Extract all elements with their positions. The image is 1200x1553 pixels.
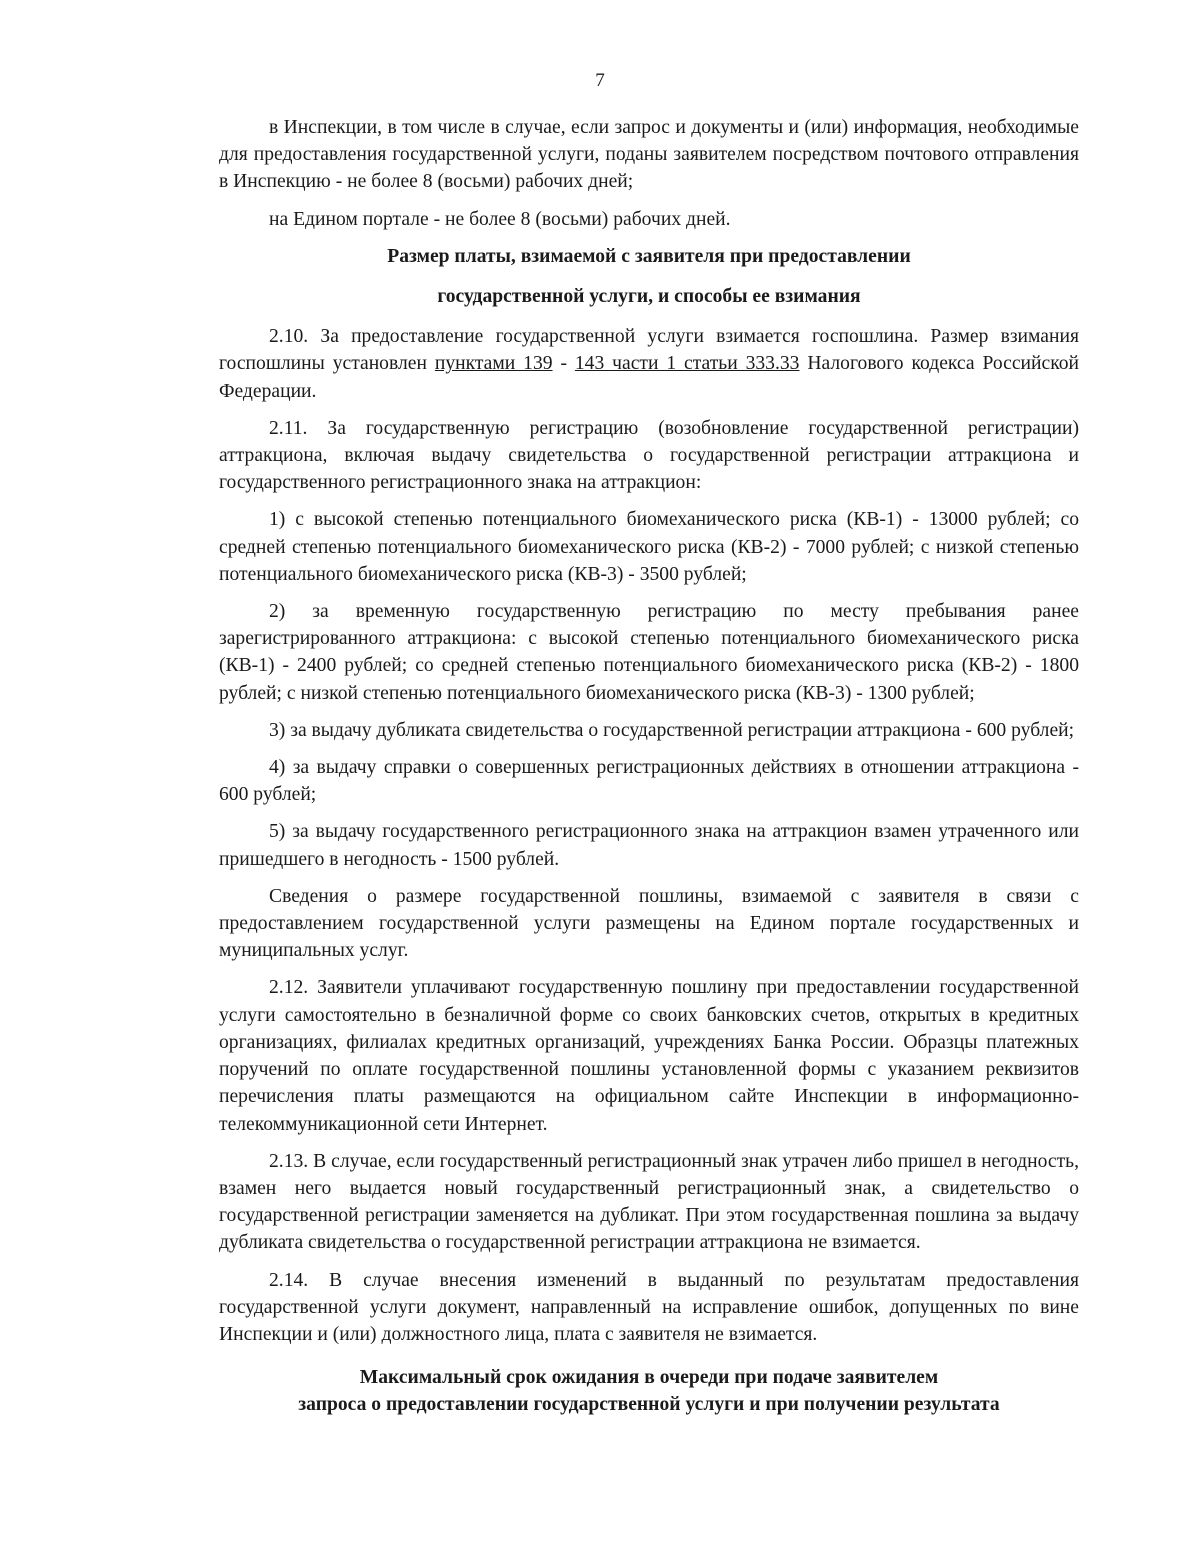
section-heading-queue-line2: запроса о предоставлении государственной услуги и при получении результата [298, 1394, 1000, 1416]
list-item-4: 4) за выдачу справки о совершенных регистрационных действиях в отношении аттракциона - 600 рублей; [219, 757, 1079, 806]
list-item-5: 5) за выдачу государственного регистрационного знака на аттракцион взамен утраченного или пришедшего в негодность - 1500 рублей. [219, 821, 1079, 870]
tax-code-link-article[interactable]: 143 части 1 статьи 333.33 [574, 353, 800, 375]
section-heading-queue-line1: Максимальный срок ожидания в очереди при подаче заявителем [359, 1367, 939, 1389]
paragraph-2-11: 2.11. За государственную регистрацию (возобновление государственной регистрации) аттракциона, включая выдачу свидетельства о государственной регистрации аттракциона и государственного регистрационного знака на аттракцион: [219, 417, 1079, 494]
paragraph-2-12: 2.12. Заявители уплачивают государственную пошлину при предоставлении государственной услуги самостоятельно в безналичной форме со своих банковских счетов, открытых в кредитных организациях, филиалах кредитных организаций, учреждениях Банка России. Образцы платежных поручений по оплате государственной пошлины установленной формы с указанием реквизитов перечисления платы размещаются на официальном сайте Инспекции в информационно-телекоммуникационной сети Интернет. [219, 977, 1079, 1135]
paragraph-2-13: 2.13. В случае, если государственный регистрационный знак утрачен либо пришел в негодность, взамен него выдается новый государственный регистрационный знак, а свидетельство о государственной регистрации заменяется на дубликат. При этом государственная пошлина за выдачу дубликата свидетельства о государственной регистрации аттракциона не взимается. [219, 1150, 1079, 1254]
paragraph-2-10 [219, 323, 1079, 405]
section-heading-fee-line1: Размер платы, взимаемой с заявителя при предоставлении [387, 245, 911, 267]
list-item-3: 3) за выдачу дубликата свидетельства о государственной регистрации аттракциона - 600 рублей; [269, 719, 1075, 741]
tax-code-link-points[interactable]: пунктами 139 [434, 353, 553, 375]
document-body [219, 114, 1079, 1419]
list-item-1: 1) с высокой степенью потенциального биомеханического риска (КВ-1) - 13000 рублей; со средней степенью потенциального биомеханического риска (КВ-2) - 7000 рублей; с низкой степенью потенциального биомеханического риска (КВ-3) - 3500 рублей; [219, 509, 1079, 585]
paragraph-2-10-text-b: - [552, 353, 575, 375]
list-item-2: 2) за временную государственную регистрацию по месту пребывания ранее зарегистрированного аттракциона: с высокой степенью потенциального биомеханического риска (КВ-1) - 2400 рублей; со средней степенью потенциального биомеханического риска (КВ-2) - 1800 рублей; с низкой степенью потенциального биомеханического риска (КВ-3) - 1300 рублей; [219, 601, 1079, 704]
paragraph-deadline-portal: на Едином портале - не более 8 (восьми) рабочих дней. [269, 208, 731, 230]
page-number: 7 [595, 70, 605, 91]
section-heading-fee-line2: государственной услуги, и способы ее взимания [437, 286, 861, 308]
paragraph-2-14: 2.14. В случае внесения изменений в выданный по результатам предоставления государственной услуги документ, направленный на исправление ошибок, допущенных по вине Инспекции и (или) должностного лица, плата с заявителя не взимается. [219, 1269, 1079, 1345]
paragraph-fee-info: Сведения о размере государственной пошлины, взимаемой с заявителя в связи с предоставлением государственной услуги размещены на Едином портале государственных и муниципальных услуг. [219, 885, 1079, 962]
paragraph-deadline-inspection: в Инспекции, в том числе в случае, если запрос и документы и (или) информация, необходимые для предоставления государственной услуги, поданы заявителем посредством почтового отправления в Инспекцию - не более 8 (восьми) рабочих дней; [219, 117, 1079, 193]
paragraph-2-10-text-a: 2.10. За предоставление государственной услуги взимается госпошлина. Размер взимания госпошлины установлен [219, 326, 1079, 375]
paragraph-2-10-text-c: Налогового кодекса Российской Федерации. [219, 353, 1080, 402]
